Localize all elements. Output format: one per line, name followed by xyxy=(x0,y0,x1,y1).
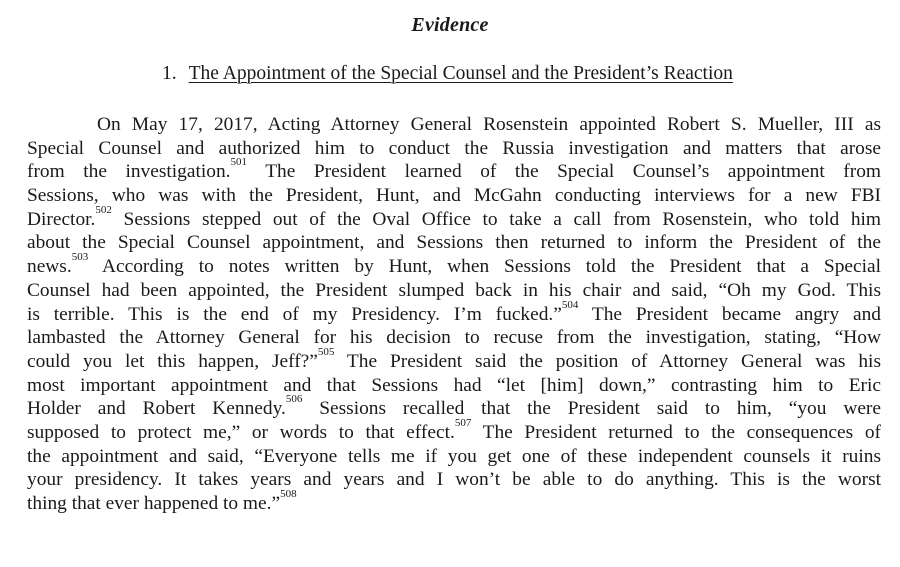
line-text: thing that ever happened to me.” xyxy=(27,493,281,514)
footnote-ref: 507 xyxy=(454,416,472,429)
paragraph-line xyxy=(27,345,881,374)
paragraph-line xyxy=(27,113,881,137)
footnote-ref: 504 xyxy=(561,298,579,311)
paragraph-line xyxy=(27,468,881,492)
line-text: from the investigation. xyxy=(27,161,231,183)
paragraph-line xyxy=(27,374,881,398)
paragraph-line xyxy=(27,488,881,516)
line-text: Sessions stepped out of the Oval Office to take a call from Rosenstein, who told him xyxy=(111,208,881,230)
section-heading: Evidence xyxy=(411,14,489,36)
line-text: lambasted the Attorney General for his decision to recuse from the investigation, stating, “How xyxy=(27,327,881,349)
paragraph-line xyxy=(27,137,881,161)
paragraph-line xyxy=(27,231,881,255)
body-paragraph xyxy=(27,113,881,516)
paragraph-line xyxy=(27,326,881,350)
paragraph-line xyxy=(27,416,881,445)
line-text: The President returned to the consequences of xyxy=(471,421,881,443)
footnote-ref: 506 xyxy=(285,393,303,406)
line-text: is terrible. This is the end of my Presidency. I’m fucked.” xyxy=(27,303,562,325)
line-text: Sessions, who was with the President, Hunt, and McGahn conducting interviews for a new FBI xyxy=(27,185,881,207)
line-text: your presidency. It takes years and years and I won’t be able to do anything. This is the worst xyxy=(27,469,881,491)
line-text: Director. xyxy=(27,208,96,230)
line-text: most important appointment and that Sessions had “let [him] down,” contrasting him to Eric xyxy=(27,374,881,396)
footnote-ref: 502 xyxy=(95,203,112,216)
line-text: On May 17, 2017, Acting Attorney General Rosenstein appointed Robert S. Mueller, III as xyxy=(97,114,881,135)
paragraph-line xyxy=(27,251,881,279)
paragraph-line xyxy=(27,298,881,327)
paragraph-line xyxy=(27,184,881,208)
footnote-ref: 505 xyxy=(317,345,335,358)
line-text: The President became angry and xyxy=(578,303,881,325)
line-text: about the Special Counsel appointment, and Sessions then returned to inform the President of the xyxy=(27,232,881,254)
line-text: supposed to protect me,” or words to that effect. xyxy=(27,421,455,443)
paragraph-line xyxy=(27,445,881,469)
subsection-number: 1. xyxy=(162,63,177,84)
paragraph-line xyxy=(27,279,881,303)
paragraph-line xyxy=(27,156,881,184)
line-text: the appointment and said, “Everyone tells me if you get one of these independent counsels it ruins xyxy=(27,445,881,467)
line-text: Special Counsel and authorized him to conduct the Russia investigation and matters that arose xyxy=(27,137,881,159)
subsection-heading xyxy=(162,63,733,85)
footnote-ref: 508 xyxy=(280,488,297,500)
line-text: Holder and Robert Kennedy. xyxy=(27,398,286,420)
line-text: news. xyxy=(27,256,72,278)
paragraph-line xyxy=(27,203,881,232)
line-text: Sessions recalled that the President said to him, “you were xyxy=(302,398,881,420)
line-text: could you let this happen, Jeff?” xyxy=(27,350,318,372)
paragraph-line xyxy=(27,393,881,421)
line-text: According to notes written by Hunt, when Sessions told the President that a Special xyxy=(88,256,881,278)
footnote-ref: 503 xyxy=(71,251,89,264)
subsection-title: The Appointment of the Special Counsel and the President’s Reaction xyxy=(188,63,733,84)
line-text: Counsel had been appointed, the President slumped back in his chair and said, “Oh my God. This xyxy=(27,279,881,301)
footnote-ref: 501 xyxy=(230,156,247,169)
line-text: The President said the position of Attorney General was his xyxy=(334,350,881,372)
line-text: The President learned of the Special Counsel’s appointment from xyxy=(247,161,881,183)
